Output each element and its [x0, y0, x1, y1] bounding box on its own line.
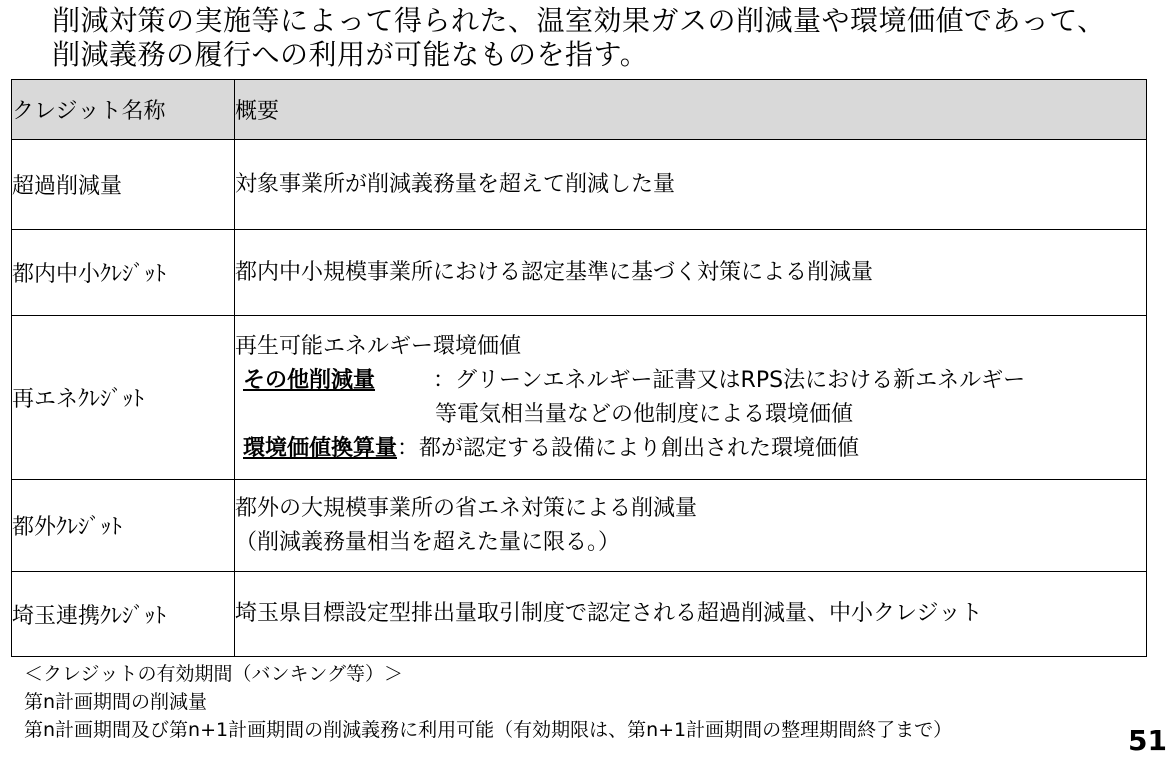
page-number: 51 [1128, 724, 1167, 757]
notes-line-1: 第n計画期間の削減量 [24, 691, 208, 713]
sub-item-env-value [235, 432, 1146, 466]
credit-summary: 埼玉県目標設定型排出量取引制度で認定される超過削減量、中小クレジット [235, 572, 1147, 657]
sub-text-continued: 等電気相当量などの他制度による環境価値 [435, 401, 854, 427]
credit-name: 都内中小ｸﾚｼﾞｯﾄ [12, 230, 235, 316]
credit-summary-note: （削減義務量相当を超えた量に限る。） [235, 529, 621, 555]
credit-summary-block [235, 480, 1147, 572]
intro-line-2: 削減義務の履行への利用が可能なものを指す。 [52, 38, 649, 71]
intro-line-1: 削減対策の実施等によって得られた、温室効果ガスの削減量や環境価値であって、 [52, 4, 1106, 37]
table-row [12, 480, 1147, 572]
credit-summary: 都外の大規模事業所の省エネ対策による削減量 [235, 495, 698, 521]
sub-label: その他削減量 [243, 367, 376, 393]
credit-name: 超過削減量 [12, 140, 235, 230]
notes-heading: ＜クレジットの有効期間（バンキング等）＞ [24, 663, 403, 685]
credit-summary: 再生可能エネルギー環境価値 [235, 333, 522, 359]
sub-label: 環境価値換算量 [243, 435, 398, 461]
sub-item-other-reduction [235, 364, 1146, 398]
intro-text [52, 4, 1152, 72]
header-credit-name: クレジット名称 [12, 80, 235, 140]
sub-text: ：グリーンエネルギー証書又はRPS法における新エネルギー [433, 367, 1026, 393]
credit-summary: 対象事業所が削減義務量を超えて削減した量 [235, 140, 1147, 230]
table-row [12, 230, 1147, 316]
credit-summary: 都内中小規模事業所における認定基準に基づく対策による削減量 [235, 230, 1147, 316]
sub-text: ：都が認定する設備により創出された環境価値 [397, 435, 860, 461]
credit-name: 再エネｸﾚｼﾞｯﾄ [12, 316, 235, 480]
table-row [12, 316, 1147, 480]
header-summary: 概要 [235, 80, 1147, 140]
credit-summary-block [235, 316, 1147, 480]
table-header-row [12, 80, 1147, 140]
credit-name: 都外ｸﾚｼﾞｯﾄ [12, 480, 235, 572]
table-row [12, 140, 1147, 230]
credits-table [11, 79, 1147, 657]
table-row [12, 572, 1147, 657]
notes-line-2: 第n計画期間及び第n+1計画期間の削減義務に利用可能（有効期限は、第n+1計画期間の整理期間終了まで） [24, 719, 953, 741]
validity-notes [24, 660, 1144, 744]
credit-name: 埼玉連携ｸﾚｼﾞｯﾄ [12, 572, 235, 657]
